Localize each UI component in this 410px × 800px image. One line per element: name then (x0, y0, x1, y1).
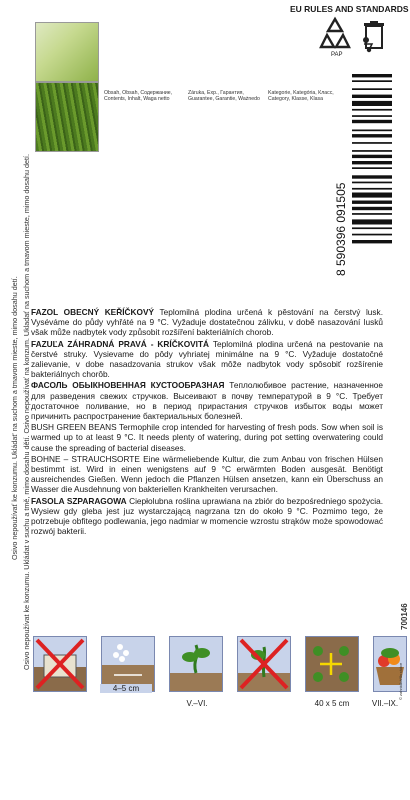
barcode-bar (352, 175, 392, 178)
description-title: BUSH GREEN BEANS (31, 422, 117, 433)
barcode-bar (352, 234, 392, 236)
harvest-time-label: VII.–IX. (371, 699, 399, 708)
barcode-bar (352, 95, 392, 98)
barcode-bar (352, 182, 392, 184)
recycle-icon (318, 16, 352, 50)
barcode-bar (352, 188, 392, 190)
legend-guarantee-line2: Guarantee, Garantie, Ważnedo (188, 96, 260, 103)
legend-category (268, 90, 334, 102)
barcode-bar (352, 227, 392, 229)
legend-guarantee (188, 90, 260, 102)
eu-rules-label: EU RULES AND STANDARDS (290, 4, 409, 14)
side-text-left-bottom: Osivo nepoužívat ke konzumu. Ukládat v suchu a tmě, mimo dosahu dětí. Osivo nepoužívať na konzum. Ukladať na suchom a tmavom mieste, mimo dosahu detí. (22, 154, 31, 670)
barcode-bar (352, 101, 392, 106)
product-code: 700146 (400, 603, 409, 630)
pap-label: PAP (331, 52, 343, 58)
barcode-bar (352, 207, 392, 210)
no-preculture-icon (33, 636, 87, 692)
barcode-bar (352, 193, 392, 198)
barcode-bar (352, 213, 392, 215)
barcode-bar (352, 219, 392, 224)
description-title: BOHNE – STRAUCHSORTE (31, 453, 140, 464)
barcode-bar (352, 115, 392, 117)
sowing-time-label: V.–VI. (186, 699, 208, 708)
description-title: FASOLA SZPARAGOWA (31, 495, 127, 506)
descriptions (31, 307, 383, 537)
legend-guarantee-line1: Záruka, Exp., Гарантия, (188, 90, 244, 96)
bean-pod-photo (35, 22, 99, 82)
barcode-bar (352, 142, 392, 144)
spacing-icon (305, 636, 359, 692)
description-cz (31, 307, 383, 338)
side-text-left-top: Osivo nepoužívať ke konzumu. Ukládat' na suchom a tmavom mieste, mimo dosahu detí. (10, 276, 19, 560)
barcode (336, 70, 394, 292)
barcode-bar (352, 130, 392, 132)
description-title: FAZUĽA ZÁHRADNÁ PRAVÁ - KRÍČKOVITÁ (31, 338, 210, 349)
spacing-label: 40 x 5 cm (314, 699, 350, 708)
description-text: Teplomilná plodina určená k pěstování na čerstvý lusk. Vyséváme do půdy vyhřáté na 9 °C. Vyžaduje dostatečnou zálivku, v době nasazování lusků však může nadbytek vody způsobit rozšíření bakteriálních chorob. (31, 307, 383, 338)
description-text: Termophile crop intended for harvesting of fresh pods. Sow when soil is warmed up to at least 9 °C. It needs plenty of watering, during pot setting overwatering could cause the spreading of bacterial diseases. (31, 422, 384, 453)
sowing-time-icon (169, 636, 223, 692)
trash-bin-icon (360, 18, 388, 58)
barcode-bar (352, 88, 392, 90)
description-text: Ciepłolubna roślina uprawiana na zbiór do bezpośredniego spożycia. Wysiew gdy gleba jest juz wystarczającą nagrzana tzn do około 9 °C. Pozmimo tego, że potrzebuje obfitego podlewania, jego nadmiar w momencie wzrostu strąków może spowodować rozwój bakterii. (31, 495, 384, 537)
legend-category-line2: Category, Klasse, Klasa (268, 96, 323, 103)
barcode-bar (352, 120, 392, 123)
barcode-bar (352, 167, 392, 169)
description-ru (31, 380, 383, 421)
barcode-bar (352, 150, 392, 152)
sowing-depth-label: 4–5 cm (100, 684, 152, 693)
barcode-bar (352, 74, 392, 77)
legend-contents (104, 90, 172, 102)
barcode-digits: 8 590396 091505 (334, 182, 348, 276)
legend-contents-line1: Obsah, Obsah, Содержание, (104, 90, 173, 96)
description-text: Eine wärmeliebende Kultur, die zum Anbau von frischen Hülsen bestimmt ist. Wird in einen wenigstens auf 9 °C erwärmten Boden ausgesät. Benötigt ausreichendes Gießen. Wenn jedoch die Pflanzen Hülsen ansetzen, kann ein Überschuss an Wasser die Ausdehnung von bakteriellen Krankheiten verursachen. (31, 453, 384, 495)
description-text: Teplomilná plodina určená na pestovanie na čerstvé struky. Vysievame do pôdy vyhriatej minimálne na 9 °C. Vyžaduje dostatočné zalievanie, v dobe nasadzovania strukov však môže nadbytok vody spôsobiť rozšírenie bakteriálnych chorôb. (31, 338, 383, 380)
barcode-bar (352, 240, 392, 243)
barcode-bar (352, 80, 392, 82)
green-beans-photo (35, 82, 99, 152)
description-title: ФАСОЛЬ ОБЫКНОВЕННАЯ КУСТООБРАЗНАЯ (31, 380, 225, 391)
description-title: FAZOL OBECNÝ KEŘÍČKOVÝ (31, 307, 155, 317)
barcode-bar (352, 201, 392, 204)
barcode-bar (352, 161, 392, 164)
description-pl (31, 496, 383, 537)
icon-caption: © zahrádkářův rádce (398, 662, 403, 700)
barcode-bar (352, 134, 392, 137)
barcode-bar (352, 109, 392, 111)
legend-category-line1: Kategorie, Kategória, Класс, (268, 90, 334, 96)
description-en (31, 422, 383, 453)
barcode-bar (352, 155, 392, 158)
legend-contents-line2: Contents, Inhalt, Waga netto (104, 96, 170, 103)
description-sk (31, 339, 383, 380)
description-de (31, 454, 383, 495)
no-transplant-icon (237, 636, 291, 692)
description-text: Теплолюбивое растение, назначенное для разведения свежих стручков. Высеивают в почву температурой в 9 °C. Требует достаточное поливание, но в период прирастания стручков избыток воды может причинить распространение бактериальных болезней. (31, 380, 383, 422)
